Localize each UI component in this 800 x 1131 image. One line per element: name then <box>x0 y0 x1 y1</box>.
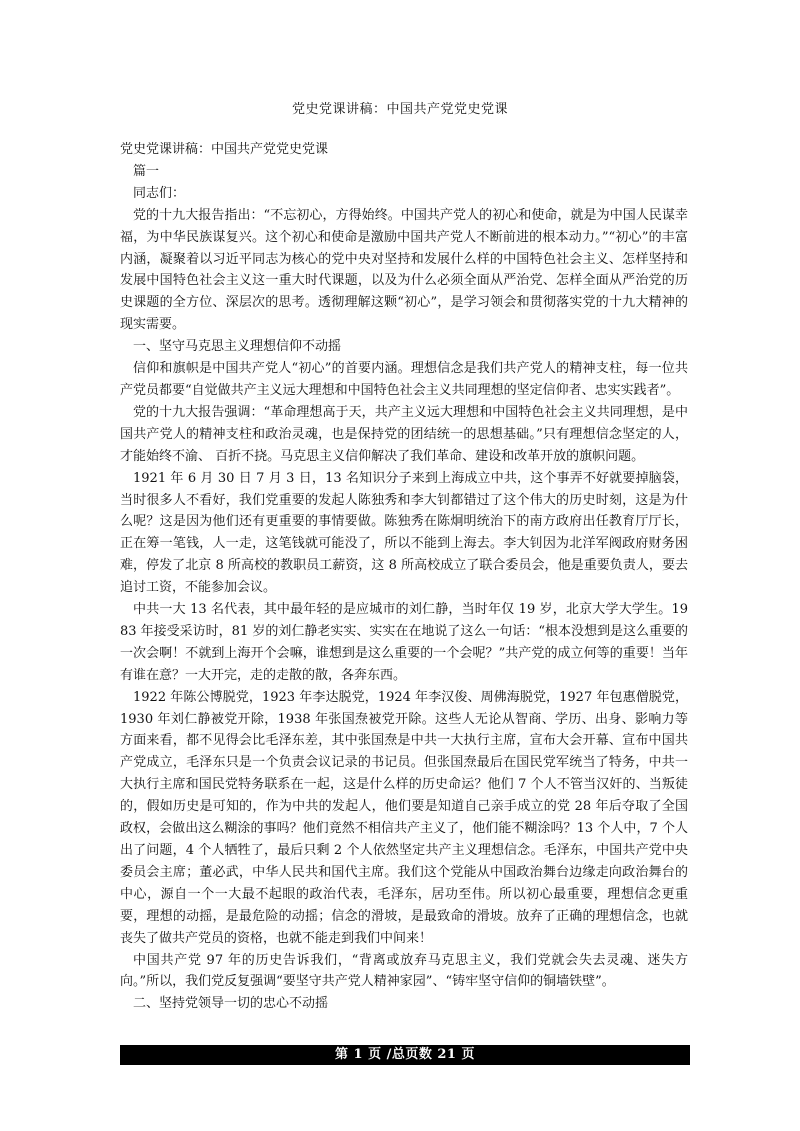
paragraph-section-label: 篇一 <box>133 163 160 179</box>
paragraph-salutation: 同志们： <box>133 185 186 201</box>
paragraph: 中共一大 13 名代表，其中最年轻的是应城市的刘仁静，当时年仅 19 岁，北京大学大学生。1983 年接受采访时，81 岁的刘仁静老实实、实实在在地说了这么一句话：“根本没想到是这么重要的一次会啊！不就到上海开个会嘛，谁想到是这么重要的一个会呢？”共产党的成立何等的重要！当年有谁在意？一大开完，走的走散的散，各奔东西。 <box>120 602 688 683</box>
section-heading: 一、坚守马克思主义理想信仰不动摇 <box>133 339 342 355</box>
paragraph: 信仰和旗帜是中国共产党人“初心”的首要内涵。理想信念是我们共产党人的精神支柱，每一位共产党员都要“自觉做共产主义远大理想和中国特色社会主义共同理想的坚定信仰者、忠实实践者”。 <box>120 361 688 398</box>
paragraph-heading: 党史党课讲稿：中国共产党党史党课 <box>120 142 329 157</box>
paragraph: 1921 年 6 月 30 日 7 月 3 日，13 名知识分子来到上海成立中共，这个事弄不好就要掉脑袋，当时很多人不看好，我们党重要的发起人陈独秀和李大钊都错过了这个伟大的历史时刻，这是为什么呢？这是因为他们还有更重要的事情要做。陈独秀在陈炯明统治下的南方政府出任教育厅厅长，正在筹一笔钱，人一走，这笔钱就可能没了，所以不能到上海去。李大钊因为北洋军阀政府财务困难，停发了北京 8 所高校的教职员工薪资，这 8 所高校成立了联合委员会，他是重要负责人，要去追讨工资，不能参加会议。 <box>120 470 688 596</box>
document-title: 党史党课讲稿：中国共产党党史党课 <box>291 102 508 117</box>
page-number-footer: 第 1 页 /总页数 21 页 <box>120 1045 690 1065</box>
paragraph: 党的十九大报告强调：“革命理想高于天，共产主义远大理想和中国特色社会主义共同理想，是中国共产党人的精神支柱和政治灵魂，也是保持党的团结统一的思想基础。”只有理想信念坚定的人，才能始终不渝、 百折不挠。马克思主义信仰解决了我们革命、建设和改革开放的旗帜问题。 <box>120 404 688 464</box>
section-heading: 二、坚持党领导一切的忠心不动摇 <box>133 996 329 1012</box>
document-body <box>120 139 688 1015</box>
paragraph: 1922 年陈公博脱党，1923 年李达脱党，1924 年李汉俊、周佛海脱党，1927 年包惠僧脱党，1930 年刘仁静被党开除，1938 年张国焘被党开除。这些人无论从智商、学历、出身、影响力等方面来看，都不见得会比毛泽东差，其中张国焘是中共一大执行主席，宣布大会开幕、宣布中国共产党成立，毛泽东只是一个负责会议记录的书记员。但张国焘最后在国民党军统当了特务，中共一大执行主席和国民党特务联系在一起，这是什么样的历史命运？他们 7 个人不管当汉奸的、当叛徒的，假如历史是可知的，作为中共的发起人，他们要是知道自己亲手成立的党 28 年后夺取了全国政权，会做出这么糊涂的事吗？他们竟然不相信共产主义了，他们能不糊涂吗？13 个人中，7 个人出了问题，4 个人牺牲了，最后只剩 2 个人依然坚定共产主义理想信念。毛泽东，中国共产党中央委员会主席；董必武，中华人民共和国代主席。我们这个党能从中国政治舞台边缘走向政治舞台的中心，源自一个一大最不起眼的政治代表，毛泽东，居功至伟。所以初心最重要，理想信念更重要，理想的动摇，是最危险的动摇；信念的滑坡，是最致命的滑坡。放弃了正确的理想信念，也就丧失了做共产党员的资格，也就不能走到我们中间来！ <box>120 689 688 946</box>
paragraph: 党的十九大报告指出：“不忘初心，方得始终。中国共产党人的初心和使命，就是为中国人民谋幸福，为中华民族谋复兴。这个初心和使命是激励中国共产党人不断前进的根本动力。”“初心”的丰富内涵，凝聚着以习近平同志为核心的党中央对坚持和发展什么样的中国特色社会主义、怎样坚持和发展中国特色社会主义这一重大时代课题，以及为什么必须全面从严治党、怎样全面从严治党的历史课题的全方位、深层次的思考。透彻理解这颗“初心”，是学习领会和贯彻落实党的十九大精神的现实需要。 <box>120 207 688 333</box>
paragraph: 中国共产党 97 年的历史告诉我们，“背离或放弃马克思主义，我们党就会失去灵魂、迷失方向。”所以，我们党反复强调“要坚守共产党人精神家园”、“铸牢坚守信仰的铜墙铁壁”。 <box>120 952 688 990</box>
